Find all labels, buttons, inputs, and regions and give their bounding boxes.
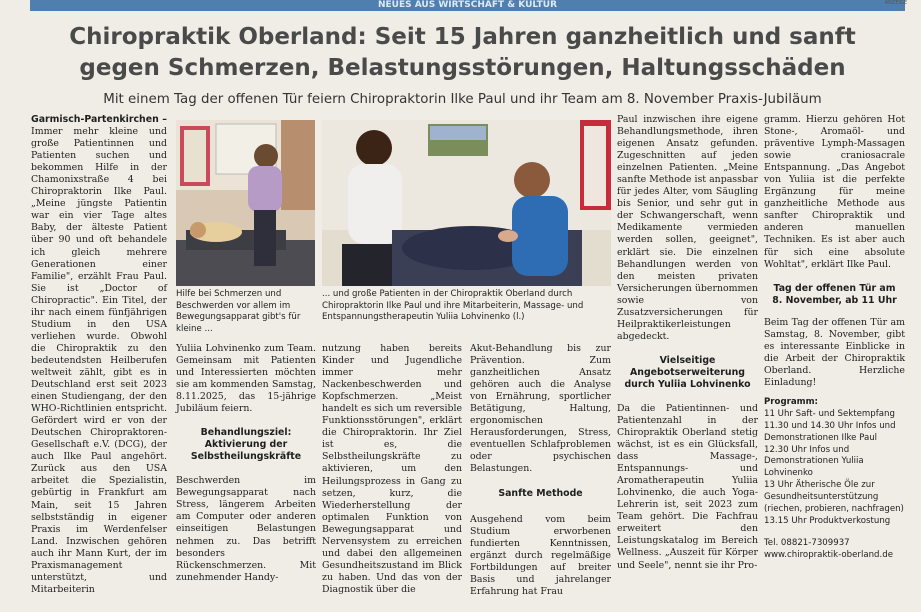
col6-intro: gramm. Hierzu gehören Hot Stone-, Aromaöl- und präventive Lymph-Massagen sowie craniosacrale Entspannung. „Das Angebot von Yuliia ist die perfekte Ergänzung für meine ganzheitliche Methode aus sanfter Chiropraktik und anderen manuellen Techniken. Es ist aber auch für sich eine absolute Wohltat", erklärt Ilke Paul.: [764, 114, 905, 270]
photo-caption-1: Hilfe bei Schmerzen und Beschwerden vor allem im Bewegungsapparat gibt's für kleine ...: [176, 289, 301, 334]
section-header: NEUES AUS WIRTSCHAFT & KULTUR: [30, 0, 905, 11]
col6-text: Beim Tag der offenen Tür am Samstag, 8. November, gibt es interessante Einblicke in die Arbeit der Chiropraktik Oberland. Herzliche Einladung!: [764, 316, 905, 388]
article-column-5: [617, 114, 758, 584]
program-item: 13 Uhr Ätherische Öle zur Gesundheitsunterstützung (riechen, probieren, nachfragen): [764, 480, 904, 515]
col1-text: Immer mehr kleine und große Patientinnen und Patienten suchen und bekommen Hilfe in der Chamonixstraße 4 bei Chiropraktorin Ilke Paul. „Meine jüngste Patientin war ein vier Tage altes Baby, der älteste Patient über 90 und oft behandele ich gleich mehrere Generationen einer Familie", erzählt Frau Paul. Sie ist „Doctor of Chiropractic". Ein Titel, der ihr nach einem fünfjährigen Studium in den USA verliehen wurde. Obwohl die Chiropraktik zu den bedeutendsten Heilberufen weltweit zählt, gibt es in Deutschland erst seit 2023 einen Studiengang, der den WHO-Richtlinien entspricht. Gefördert wird er von der Deutschen Chiropraktoren-Gesellschaft e.V. (DCG), der auch Ilke Paul angehört. Zurück aus den USA arbeitet die Spezialistin, gebürtig in Frankfurt am Main, seit 15 Jahren selbstständig in eigener Praxis im Werdenfelser Land. Inzwischen gehören auch ihr Mann Kurt, der im Praxismanagement unterstützt, und Mitarbeiterin: [31, 126, 167, 595]
col5-text: Da die Patientinnen- und Patientenzahl in der Chiropraktik Oberland stetig wächst, ist es ein Glücksfall, dass Massage-, Entspannungs- und Aromatherapeutin Yuliia Lohvinenko, die auch Yoga-Lehrerin ist, seit 2023 zum Team gehört. Die Fachfrau erweitert den Leistungskatalog im Bereich Wellness. „Auszeit für Körper und Seele", nennt sie ihr Pro-: [617, 402, 758, 571]
subhead-tag-der-offenen-tuer: Tag der offenen Tür am 8. November, ab 11 Uhr: [772, 282, 897, 306]
program-item: 11.30 und 14.30 Uhr Infos und Demonstrationen Ilke Paul: [764, 420, 896, 443]
program-item: 13.15 Uhr Produktverkostung: [764, 515, 891, 526]
article-column-2: [176, 343, 316, 583]
subheadline: Mit einem Tag der offenen Tür feiern Chiropraktorin Ilke Paul und ihr Team am 8. November Praxis-Jubiläum: [103, 92, 822, 107]
program-item: 12.30 Uhr Infos und Demonstrationen Yuliia Lohvinenko: [764, 444, 864, 479]
col3-text: nutzung haben bereits Kinder und Jugendliche immer mehr Nackenbeschwerden und Kopfschmerzen. „Meist handelt es sich um reversible Funktionsstörungen", erklärt die Chiropraktorin. Ihr Ziel ist es, die Selbstheilungskräfte zu aktivieren, um den Heilungsprozess in Gang zu setzen, kurz, die Wiederherstellung der optimalen Funktion von Bewegungsapparat und Nervensystem zu erreichen und dabei den allgemeinen Gesundheitszustand im Blick zu haben. Und das von der Diagnostik über die: [322, 343, 462, 595]
photo-caption-2: ... und große Patienten in der Chiropraktik Oberland durch Chiropraktorin Ilke Paul und ihre Mitarbeiterin, Massage- und Entspannungstherapeutin Yuliia Lohvinenko (l.): [322, 289, 584, 322]
photo-adult-treatment: [322, 120, 611, 286]
subhead-sanfte-methode: Sanfte Methode: [498, 487, 583, 499]
col4-intro: Akut-Behandlung bis zur Prävention. Zum ganzheitlichen Ansatz gehören auch die Analyse von Ernährung, sportlicher Betätigung, Haltung, ergonomischen Herausforderungen, Stress, eventuellen Schlafproblemen oder psychischen Belastungen.: [470, 343, 611, 475]
col5-intro: Paul inzwischen ihre eigene Behandlungsmethode, ihren eigenen Ansatz gefunden. Zugeschnitten auf jeden einzelnen Patienten. „Meine sanfte Methode ist anpassbar für jedes Alter, vom Säugling bis Senior, und sehr gut in der Schwangerschaft, wenn Medikamente vermieden werden sollen, geeignet", erklärt sie. Die einzelnen Behandlungen werden von den meisten privaten Versicherungen übernommen sowie von Zusatzversicherungen für Heilpraktikerleistungen abgedeckt.: [617, 114, 758, 342]
ad-tag: ANZEIGE: [884, 0, 907, 6]
subhead-angebotserweiterung: Vielseitige Angebotserweiterung durch Yuliia Lohvinenko: [624, 354, 751, 390]
article-column-3: [322, 343, 462, 595]
article-column-1: [31, 114, 167, 595]
contact-website: www.chiropraktik-oberland.de: [764, 549, 893, 560]
program-item: 11 Uhr Saft- und Sektempfang: [764, 408, 895, 419]
contact-phone: Tel. 08821-7309937: [764, 537, 850, 548]
col2-text: Beschwerden im Bewegungsapparat nach Stress, längerem Arbeiten am Computer oder anderen einseitigen Belastungen nehmen zu. Das betrifft besonders Rückenschmerzen. Mit zunehmender Handy-: [176, 475, 316, 583]
photo-child-treatment: [176, 120, 315, 286]
subhead-behandlungsziel: Behandlungsziel: Aktivierung der Selbstheilungskräfte: [190, 427, 302, 463]
dateline: Garmisch-Partenkirchen –: [31, 114, 167, 125]
article-column-4: [470, 343, 611, 597]
program-title: Programm:: [764, 396, 818, 407]
article-column-6: [764, 114, 905, 584]
col2-intro: Yuliia Lohvinenko zum Team. Gemeinsam mit Patienten und Interessierten möchten sie am kommenden Samstag, 8.11.2025, das 15-jährige Jubiläum feiern.: [176, 343, 316, 415]
col4-text: Ausgehend vom beim Studium erworbenen fundierten Kenntnissen, ergänzt durch regelmäßige Fortbildungen auf breiter Basis und jahrelanger Erfahrung hat Frau: [470, 513, 611, 597]
headline: Chiropraktik Oberland: Seit 15 Jahren ganzheitlich und sanft gegen Schmerzen, Belastungsstörungen, Haltungsschäden: [69, 24, 856, 81]
